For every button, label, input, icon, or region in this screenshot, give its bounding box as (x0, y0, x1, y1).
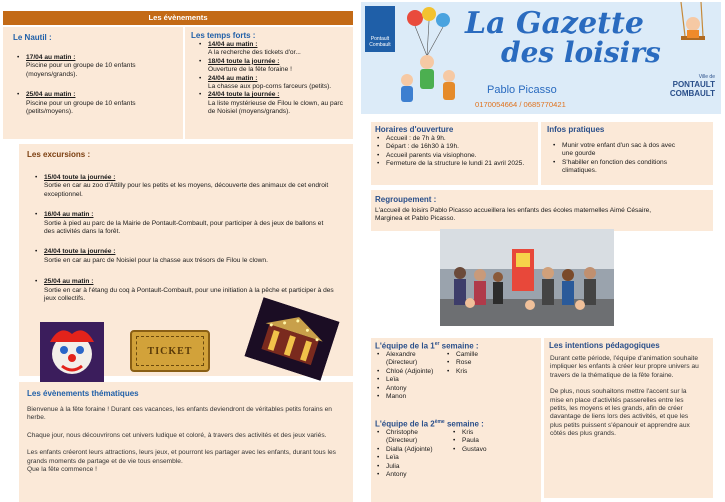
list-item: • 17/04 au matin : Piscine pour un groupe de 10 enfants (moyens/grands). (17, 54, 167, 79)
paragraph: Durant cette période, l'équipe d'animation souhaite impliquer les enfants à créer leur propre univers au travers de la thématique de la fête foraine. (550, 355, 699, 379)
list-item: • Kris (453, 429, 513, 437)
kids-illustration (397, 6, 467, 106)
group-photo (440, 229, 614, 326)
horaires-list (377, 135, 527, 169)
equipe1-title: L'équipe de la 1er semaine : (375, 341, 479, 351)
thematiques-box (19, 382, 353, 502)
thematiques-text (27, 406, 343, 474)
excursions-list (35, 174, 335, 303)
list-item: • 24/04 au matin : La chasse aux pop-corns farceurs (petits). (199, 75, 351, 92)
nautil-box (3, 27, 183, 139)
temps-forts-title: Les temps forts : (191, 31, 256, 40)
equipe1-col2 (447, 351, 507, 376)
equipe2-col1 (377, 429, 445, 479)
regroupement-text: L'accueil de loisirs Pablo Picasso accueillera les enfants des écoles maternelles Aimé Césaire, Marginea et Pablo Picasso. (375, 207, 652, 223)
equipe1-col1 (377, 351, 445, 401)
horaires-box (371, 122, 538, 185)
list-item: • Fermeture de la structure le lundi 21 avril 2025. (377, 160, 527, 168)
intentions-text (550, 355, 700, 439)
paragraph: Que la fête commence ! (27, 466, 98, 474)
phone-numbers: 0170054664 / 0685770421 (475, 100, 566, 109)
list-item: • 24/04 toute la journée : La liste mystérieuse de Filou le clown, au parc de Noisiel (moyens/grands). (199, 91, 351, 116)
list-item: • Leïa (377, 454, 445, 462)
list-item: • Antony (377, 385, 445, 393)
center-name: Pablo Picasso (487, 84, 557, 96)
ticket-image (130, 330, 210, 372)
paragraph: Bienvenue à la fête foraine ! Durant ces vacances, les enfants deviendront de véritables petits forains en herbe. (27, 406, 332, 422)
list-item: • Chloé (Adjointe) (377, 368, 445, 376)
intentions-title: Les intentions pédagogiques (549, 341, 660, 350)
excursions-title: Les excursions : (27, 150, 91, 159)
list-item: • S'habiller en fonction des conditions climatiques. (553, 159, 683, 176)
swing-illustration (661, 2, 719, 72)
list-item: • Kris (447, 368, 507, 376)
list-item: • Départ : de 16h30 à 19h. (377, 143, 527, 151)
equipe2-col2 (453, 429, 513, 454)
list-item: • Christophe (Directeur) (377, 429, 445, 446)
horaires-title: Horaires d'ouverture (375, 125, 454, 134)
gazette-header (361, 2, 721, 114)
temps-forts-list (199, 41, 351, 117)
list-item: • Accueil parents via visiophone. (377, 152, 527, 160)
list-item: • Manon (377, 393, 445, 401)
list-item: • 18/04 toute la journée : Ouverture de la fête foraine ! (199, 58, 351, 75)
gazette-title-line1: La Gazette (465, 6, 644, 41)
list-item: • 24/04 toute la journée : Sortie en car au parc de Noisiel pour la chasse aux trésors de Filou le clown. (35, 248, 335, 265)
list-item: • Accueil : de 7h à 9h. (377, 135, 527, 143)
equipe-box (371, 338, 541, 502)
ville-de-label: Ville de (698, 74, 715, 80)
gazette-title-line2: des loisirs (501, 36, 661, 69)
list-item: • Julia (377, 463, 445, 471)
nautil-title: Le Nautil : (13, 33, 52, 42)
list-item: • Camille (447, 351, 507, 359)
list-item: • Rose (447, 359, 507, 367)
infos-box (541, 122, 713, 185)
list-item: • Gustavo (453, 446, 513, 454)
list-item: • 15/04 toute la journée : Sortie en car au zoo d'Attilly pour les petits et les moyens, découverte des animaux de cet endroit exceptionnel. (35, 174, 335, 199)
city-name (643, 80, 715, 98)
regroupement-box (371, 190, 713, 231)
paragraph: Les enfants créeront leurs attractions, leurs jeux, et pourront les partager avec les enfants, durant tous les grands moments de partage et de vie tous ensemble. (27, 449, 336, 465)
nautil-list (17, 54, 167, 116)
clown-image (40, 322, 104, 382)
ticket-label: TICKET (136, 336, 204, 366)
list-item: • 25/04 au matin : Piscine pour un groupe de 10 enfants (petits/moyens). (17, 91, 167, 116)
events-title-bar: Les évènements (3, 11, 353, 25)
list-item: • 14/04 au matin : A la recherche des tickets d'or... (199, 41, 351, 58)
city-badge: Pontault Combault (365, 6, 395, 52)
city-line2: COMBAULT (669, 89, 715, 98)
thematiques-title: Les évènements thématiques (27, 389, 139, 398)
infos-title: Infos pratiques (547, 125, 605, 134)
temps-forts-box (185, 27, 353, 139)
regroupement-title: Regroupement : (375, 195, 437, 204)
list-item: • 25/04 au matin : Sortie en car à l'étang du coq à Pontault-Combault, pour une initiation à la pêche et participer à des jeux collectifs. (35, 278, 335, 303)
list-item: • Leïa (377, 376, 445, 384)
paragraph: Chaque jour, nous découvrirons cet univers ludique et coloré, à travers des activités et des jeux variés. (27, 431, 327, 439)
list-item: • 16/04 au matin : Sortie à pied au parc de la Mairie de Pontault-Combault, pour participer à des jeux de ballons et des activités dans la forêt. (35, 211, 335, 236)
list-item: • Alexandre (Directeur) (377, 351, 445, 368)
city-line1: PONTAULT (672, 80, 715, 89)
list-item: • Dialla (Adjointe) (377, 446, 445, 454)
list-item: • Paula (453, 437, 513, 445)
paragraph: De plus, nous souhaitons mettre l'accent sur la mise en place d'activités passerelles entre les petits, les moyens et les grands, afin de créer davantage de liens lors des activités, et que les plus petits puissent s'épanouir et apprendre aux côtés des plus grands. (550, 388, 690, 438)
list-item: • Munir votre enfant d'un sac à dos avec une gourde (553, 142, 683, 159)
intentions-box (544, 338, 713, 498)
list-item: • Antony (377, 471, 445, 479)
equipe2-title: L'équipe de la 2ème semaine : (375, 419, 484, 429)
infos-list (553, 142, 683, 176)
